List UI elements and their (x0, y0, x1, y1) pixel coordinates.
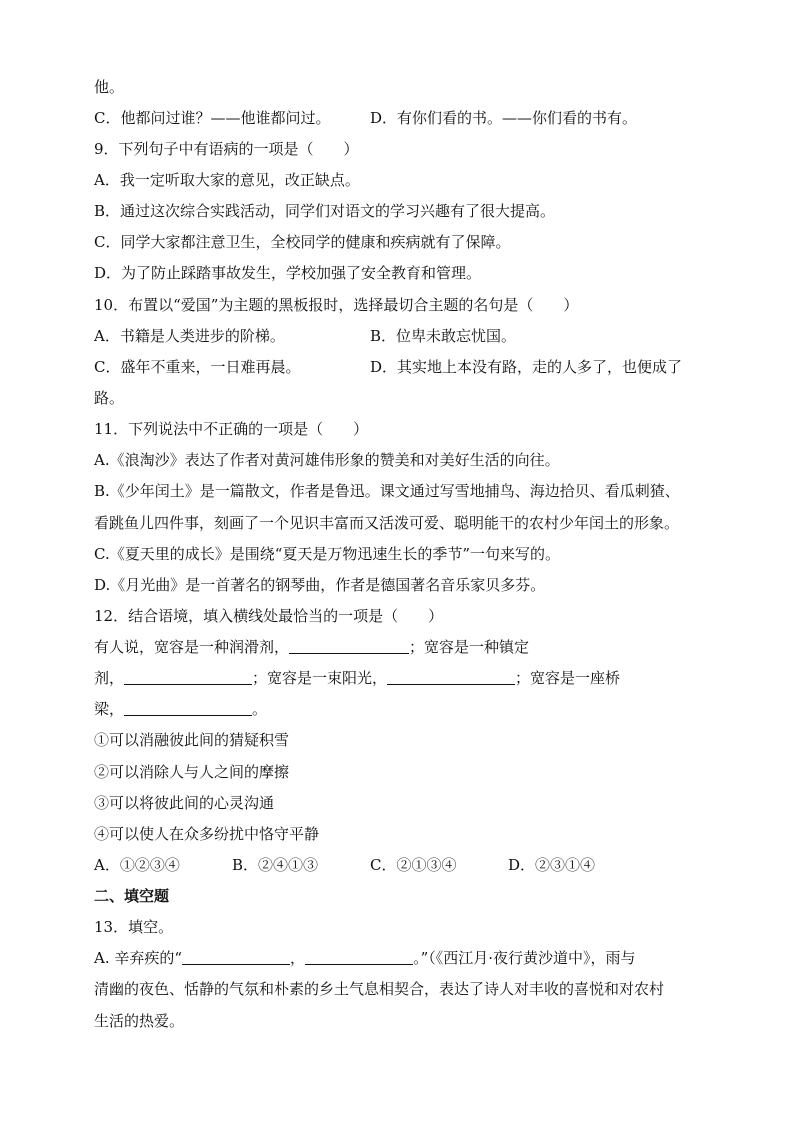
q13-line2: 清幽的夜色、恬静的气氛和朴素的乡土气息相契合，表达了诗人对丰收的喜悦和对农村 (94, 980, 665, 998)
q12-option-b: B．②④①③ (232, 856, 319, 874)
fill-blank[interactable] (289, 637, 409, 654)
q11-option-d: D.《月光曲》是一首著名的钢琴曲，作者是德国著名音乐家贝多芬。 (94, 576, 546, 594)
q12-choice-3: ③可以将彼此间的心灵沟通 (94, 794, 275, 812)
q11-option-b-cont: 看跳鱼儿四件事，刻画了一个见识丰富而又活泼可爱、聪明能干的农村少年闰土的形象。 (94, 514, 680, 532)
fill-blank[interactable] (387, 668, 515, 685)
fill-blank[interactable] (182, 948, 290, 965)
q10-option-c: C．盛年不重来，一日难再晨。 (94, 358, 301, 376)
q8-option-d: D．有你们看的书。——你们看的书有。 (370, 109, 638, 127)
q12-option-c: C．②①③④ (370, 856, 457, 874)
q9-option-b: B．通过这次综合实践活动，同学们对语文的学习兴趣有了很大提高。 (94, 202, 556, 220)
q13-line1 (94, 948, 636, 968)
q10-option-a: A．书籍是人类进步的阶梯。 (94, 327, 285, 345)
q11-option-b: B.《少年闰土》是一篇散文，作者是鲁迅。课文通过写雪地捕鸟、海边拾贝、看瓜刺猹、 (94, 482, 680, 500)
q12-choice-2: ②可以消除人与人之间的摩擦 (94, 763, 290, 781)
q13-stem: 13．填空。 (94, 918, 174, 936)
q12-passage-line2 (94, 668, 620, 688)
q12-stem: 12．结合语境，填入横线处最恰当的一项是（ ） (94, 607, 444, 625)
q12-option-d: D．②③①④ (508, 856, 596, 874)
q13-text: 。”（《西江月·夜行黄沙道中》，雨与 (413, 949, 636, 967)
q9-stem: 9．下列句子中有语病的一项是（ ） (94, 140, 359, 158)
passage-text: 有人说，宽容是一种润滑剂， (94, 638, 290, 656)
q13-text: ， (290, 949, 306, 967)
text-line: 他。 (94, 78, 125, 96)
passage-text: 。 (252, 700, 268, 718)
q12-passage-line3 (94, 699, 267, 719)
passage-text: 梁， (94, 700, 125, 718)
passage-text: ；宽容是一种镇定 (409, 638, 530, 656)
q12-choice-1: ①可以消融彼此间的猜疑积雪 (94, 731, 290, 749)
fill-blank[interactable] (305, 948, 413, 965)
q10-option-d-cont: 路。 (94, 389, 125, 407)
fill-blank[interactable] (124, 668, 252, 685)
q9-option-d: D．为了防止踩踏事故发生，学校加强了安全教育和管理。 (94, 264, 482, 282)
q11-stem: 11．下列说法中不正确的一项是（ ） (94, 420, 369, 438)
q12-option-a: A．①②③④ (94, 856, 180, 874)
passage-text: 剂， (94, 669, 125, 687)
passage-text: ；宽容是一座桥 (515, 669, 621, 687)
q11-option-a: A.《浪淘沙》表达了作者对黄河雄伟形象的赞美和对美好生活的向往。 (94, 451, 560, 469)
q12-passage-line1 (94, 637, 529, 657)
q8-option-c: C．他都问过谁？——他谁都问过。 (94, 109, 331, 127)
passage-text: ；宽容是一束阳光， (252, 669, 388, 687)
q10-option-d: D．其实地上本没有路，走的人多了，也便成了 (370, 358, 683, 376)
section-heading: 二、填空题 (94, 887, 170, 905)
q9-option-c: C．同学大家都注意卫生，全校同学的健康和疾病就有了保障。 (94, 233, 511, 251)
q9-option-a: A．我一定听取大家的意见，改正缺点。 (94, 171, 360, 189)
q13-text: A. 辛弃疾的“ (94, 949, 183, 967)
q10-stem: 10．布置以“爱国”为主题的黑板报时，选择最切合主题的名句是（ ） (94, 296, 579, 314)
fill-blank[interactable] (124, 699, 252, 716)
q13-line3: 生活的热爱。 (94, 1012, 185, 1030)
q12-choice-4: ④可以使人在众多纷扰中恪守平静 (94, 825, 320, 843)
q10-option-b: B．位卑未敢忘忧国。 (370, 327, 517, 345)
q11-option-c: C.《夏天里的成长》是围绕“夏天是万物迅速生长的季节”一句来写的。 (94, 545, 561, 563)
